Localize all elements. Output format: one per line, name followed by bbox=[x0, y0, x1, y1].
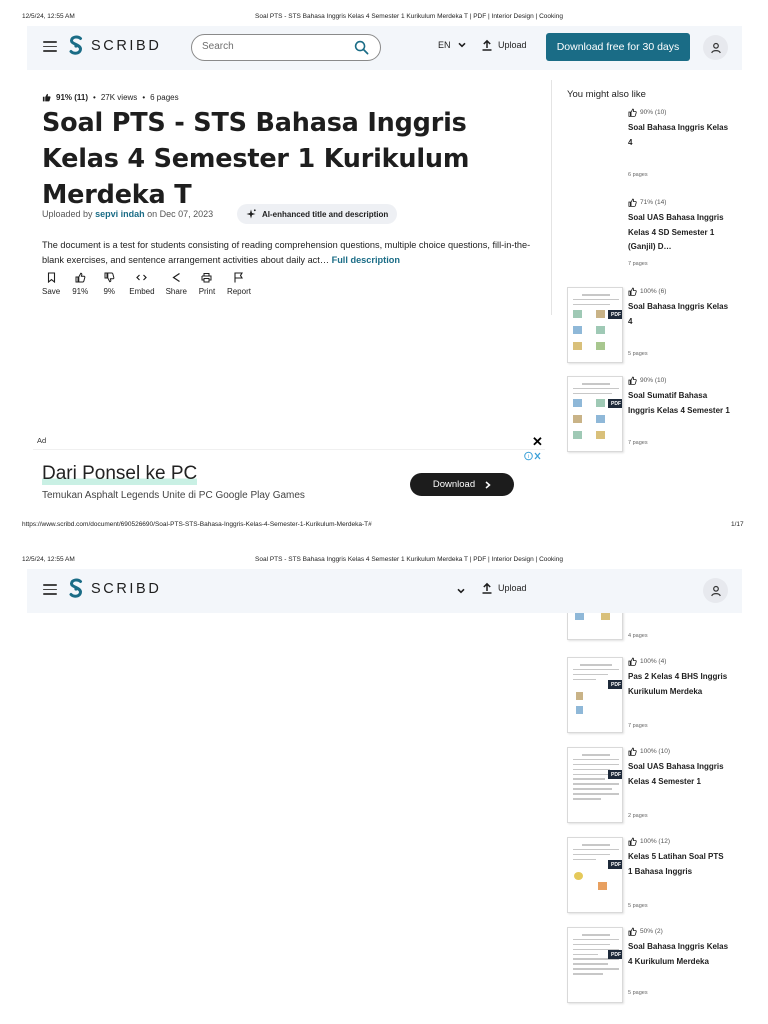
document-thumbnail bbox=[567, 837, 623, 913]
rec-rating bbox=[628, 837, 670, 846]
scribd-logo[interactable] bbox=[68, 35, 161, 57]
document-thumbnail bbox=[567, 108, 623, 184]
recommendation-card[interactable] bbox=[566, 198, 736, 270]
ad-label: Ad bbox=[37, 436, 47, 445]
print-button[interactable] bbox=[198, 272, 216, 296]
rec-pages: 2 pages bbox=[628, 813, 648, 819]
upload-label: Upload bbox=[498, 40, 527, 50]
ad-download-label: Download bbox=[432, 479, 476, 490]
menu-icon[interactable] bbox=[43, 41, 57, 52]
rec-rating-text: 50% (2) bbox=[640, 928, 663, 935]
chevron-down-icon bbox=[458, 42, 466, 48]
recommendation-card[interactable] bbox=[566, 837, 736, 913]
pdf-badge: PDF bbox=[608, 770, 623, 779]
search-input[interactable] bbox=[202, 41, 342, 52]
account-button[interactable] bbox=[703, 35, 728, 60]
rec-rating-text: 100% (10) bbox=[640, 748, 670, 755]
document-thumbnail bbox=[567, 927, 623, 1003]
logo-text: SCRIBD bbox=[91, 581, 162, 597]
rating-text: 91% (11) bbox=[56, 93, 89, 102]
language-selector[interactable] bbox=[438, 40, 466, 50]
column-divider bbox=[551, 80, 552, 315]
document-description bbox=[42, 238, 542, 267]
recommendation-card[interactable] bbox=[566, 927, 736, 1003]
rec-rating bbox=[628, 927, 663, 936]
rec-pages: 6 pages bbox=[628, 172, 648, 178]
rec-rating-text: 90% (10) bbox=[640, 377, 667, 384]
rec-title: Kelas 5 Latihan Soal PTS 1 Bahasa Inggris bbox=[628, 852, 724, 876]
adchoices-icon[interactable] bbox=[524, 451, 542, 461]
thumbs-up-icon bbox=[628, 657, 637, 666]
full-description-link[interactable]: Full description bbox=[331, 254, 400, 265]
rec-rating-text: 90% (10) bbox=[640, 109, 667, 116]
ad-title: Dari Ponsel ke PC bbox=[42, 463, 198, 484]
action-label: Embed bbox=[129, 287, 155, 296]
print-url: https://www.scribd.com/document/690526690/Soal-PTS-STS-Bahasa-Inggris-Kelas-4-Semester-1-Kurikulum-Merdeka-T# bbox=[22, 521, 372, 528]
share-icon bbox=[171, 272, 182, 283]
uploaded-by bbox=[42, 209, 213, 219]
rec-pages: 5 pages bbox=[628, 990, 648, 996]
uploaded-date: on Dec 07, 2023 bbox=[147, 209, 214, 219]
embed-button[interactable] bbox=[129, 272, 154, 296]
rec-pages: 5 pages bbox=[628, 903, 648, 909]
search-box[interactable] bbox=[191, 34, 381, 61]
ad-banner[interactable] bbox=[33, 449, 545, 516]
code-icon bbox=[136, 272, 147, 283]
rec-title: Soal Sumatif Bahasa Inggris Kelas 4 Semester 1 bbox=[628, 391, 730, 415]
recommendation-card[interactable] bbox=[566, 108, 736, 180]
recommendation-card[interactable] bbox=[566, 747, 736, 823]
upload-label: Upload bbox=[498, 583, 527, 593]
uploaded-prefix: Uploaded by bbox=[42, 209, 93, 219]
rec-title: Soal Bahasa Inggris Kelas 4 Kurikulum Merdeka bbox=[628, 942, 729, 966]
action-label: 91% bbox=[72, 287, 89, 296]
ad-subtitle: Temukan Asphalt Legends Unite di PC Google Play Games bbox=[42, 490, 305, 501]
ai-enhanced-badge[interactable] bbox=[237, 204, 397, 224]
chevron-right-icon bbox=[485, 481, 491, 489]
document-title: Soal PTS - STS Bahasa Inggris Kelas 4 Semester 1 Kurikulum Merdeka T bbox=[42, 108, 470, 210]
pdf-badge: PDF bbox=[608, 680, 623, 689]
print-timestamp: 12/5/24, 12:55 AM bbox=[22, 556, 75, 563]
chevron-down-icon[interactable] bbox=[457, 588, 465, 594]
action-label: 9% bbox=[103, 287, 116, 296]
search-icon[interactable] bbox=[354, 40, 369, 55]
ad-download-button[interactable] bbox=[410, 473, 514, 496]
document-thumbnail bbox=[567, 657, 623, 733]
pdf-badge: PDF bbox=[608, 860, 623, 869]
print-doc-title: Soal PTS - STS Bahasa Inggris Kelas 4 Semester 1 Kurikulum Merdeka T | PDF | Interior Design | Cooking bbox=[255, 556, 563, 563]
rec-title: Pas 2 Kelas 4 BHS Inggris Kurikulum Merdeka bbox=[628, 672, 728, 696]
bookmark-icon bbox=[46, 272, 57, 283]
pages-count: 6 pages bbox=[150, 93, 179, 102]
rec-pages: 7 pages bbox=[628, 440, 648, 446]
print-page-number: 1/17 bbox=[731, 521, 744, 528]
rec-pages: 7 pages bbox=[628, 261, 648, 267]
share-button[interactable] bbox=[166, 272, 187, 296]
thumbs-up-icon bbox=[628, 108, 637, 117]
document-actions bbox=[42, 272, 251, 296]
user-icon bbox=[710, 42, 722, 54]
meta-dot: • bbox=[93, 93, 96, 102]
document-thumbnail bbox=[567, 376, 623, 452]
download-free-button[interactable]: Download free for 30 days bbox=[546, 33, 690, 61]
upload-button[interactable] bbox=[481, 39, 527, 51]
ad-close-icon[interactable]: ✕ bbox=[532, 434, 543, 449]
rec-rating-text: 71% (14) bbox=[640, 199, 667, 206]
recommendation-card[interactable] bbox=[566, 287, 736, 363]
recommendation-card[interactable] bbox=[566, 657, 736, 733]
views-count: 27K views bbox=[100, 93, 138, 102]
svg-text:i: i bbox=[527, 454, 530, 461]
thumbs-up-filled-icon bbox=[42, 93, 51, 102]
document-thumbnail bbox=[567, 747, 623, 823]
action-label: Print bbox=[198, 287, 216, 296]
thumbs-up-icon bbox=[75, 272, 86, 283]
document-thumbnail bbox=[567, 198, 623, 274]
uploader-link[interactable]: sepvi indah bbox=[95, 209, 145, 219]
thumbs-up-icon bbox=[628, 747, 637, 756]
user-icon bbox=[710, 585, 722, 597]
rec-rating-text: 100% (12) bbox=[640, 838, 670, 845]
ai-badge-label: AI-enhanced title and description bbox=[262, 209, 389, 219]
thumbs-up-icon bbox=[628, 287, 637, 296]
upload-icon bbox=[481, 582, 493, 594]
pdf-badge: PDF bbox=[608, 310, 623, 319]
thumbs-down-icon bbox=[104, 272, 115, 283]
rec-title: Soal Bahasa Inggris Kelas 4 bbox=[628, 123, 729, 147]
scribd-logo[interactable] bbox=[68, 578, 161, 600]
action-label: Report bbox=[226, 287, 251, 296]
rec-rating bbox=[628, 108, 666, 117]
top-navbar bbox=[27, 569, 742, 613]
thumbs-up-icon bbox=[628, 927, 637, 936]
save-button[interactable] bbox=[42, 272, 60, 296]
rec-rating bbox=[628, 747, 670, 756]
description-text: The document is a test for students consisting of reading comprehension questions, multiple choice questions, fill-in-the-blank exercises, and sentence arrangement activities about daily act… bbox=[42, 240, 531, 265]
dislike-button[interactable] bbox=[100, 272, 118, 296]
sidebar-title: You might also like bbox=[567, 89, 646, 100]
thumbs-up-icon bbox=[628, 198, 637, 207]
rec-rating bbox=[628, 287, 666, 296]
top-navbar bbox=[27, 26, 742, 70]
report-button[interactable] bbox=[227, 272, 251, 296]
upload-button[interactable] bbox=[481, 582, 527, 594]
rec-rating-text: 100% (6) bbox=[640, 288, 667, 295]
rec-rating bbox=[628, 376, 666, 385]
rec-title: Soal Bahasa Inggris Kelas 4 bbox=[628, 302, 729, 326]
rec-pages: 4 pages bbox=[628, 633, 648, 639]
language-label: EN bbox=[438, 40, 451, 50]
menu-icon[interactable] bbox=[43, 584, 57, 595]
pdf-badge: PDF bbox=[608, 399, 623, 408]
rec-rating-text: 100% (4) bbox=[640, 658, 667, 665]
sparkle-icon bbox=[246, 209, 256, 219]
like-button[interactable] bbox=[71, 272, 89, 296]
recommendation-card[interactable] bbox=[566, 376, 736, 452]
logo-text: SCRIBD bbox=[91, 38, 162, 54]
action-label: Save bbox=[42, 287, 61, 296]
thumbs-up-icon bbox=[628, 376, 637, 385]
print-timestamp: 12/5/24, 12:55 AM bbox=[22, 13, 75, 20]
rec-rating bbox=[628, 657, 666, 666]
meta-dot: • bbox=[142, 93, 146, 102]
scribd-logo-icon bbox=[68, 35, 84, 57]
print-icon bbox=[201, 272, 212, 283]
scribd-logo-icon bbox=[68, 578, 84, 600]
flag-icon bbox=[233, 272, 244, 283]
document-thumbnail bbox=[567, 287, 623, 363]
rec-title: Soal UAS Bahasa Inggris Kelas 4 SD Semester 1 (Ganjil) D… bbox=[628, 213, 724, 251]
rec-pages: 5 pages bbox=[628, 351, 648, 357]
upload-icon bbox=[481, 39, 493, 51]
rec-rating bbox=[628, 198, 666, 207]
document-meta bbox=[42, 93, 179, 102]
rec-pages: 7 pages bbox=[628, 723, 648, 729]
thumbs-up-icon bbox=[628, 837, 637, 846]
rec-title: Soal UAS Bahasa Inggris Kelas 4 Semester 1 bbox=[628, 762, 724, 786]
print-doc-title: Soal PTS - STS Bahasa Inggris Kelas 4 Semester 1 Kurikulum Merdeka T | PDF | Interior Design | Cooking bbox=[255, 13, 563, 20]
action-label: Share bbox=[165, 287, 187, 296]
account-button[interactable] bbox=[703, 578, 728, 603]
pdf-badge: PDF bbox=[608, 950, 623, 959]
